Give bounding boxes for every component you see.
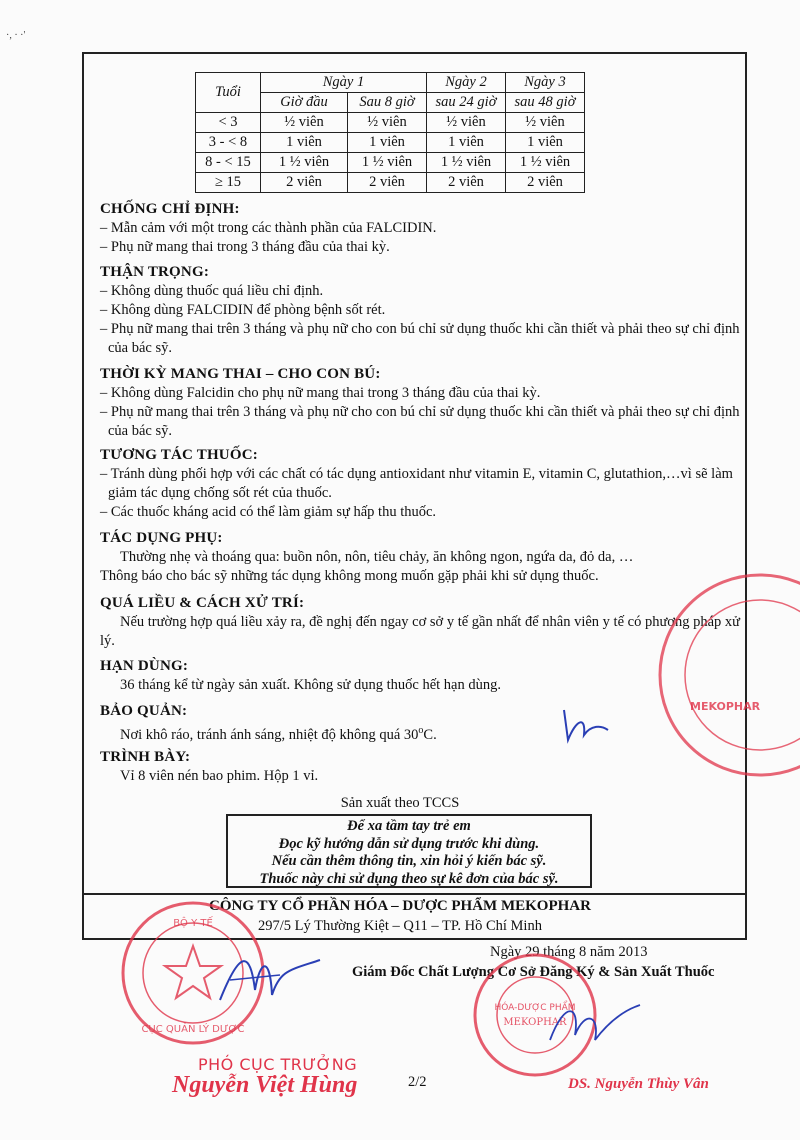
table-cell: 3 - < 8 — [196, 133, 261, 153]
page-number: 2/2 — [408, 1074, 427, 1090]
warning-line: Đọc kỹ hướng dẫn sử dụng trước khi dùng. — [278, 835, 540, 852]
day2-sub-header: sau 24 giờ — [427, 93, 506, 113]
age-header: Tuổi — [196, 73, 261, 113]
signature-right — [540, 990, 650, 1060]
table-cell: 1 ½ viên — [348, 153, 427, 173]
table-cell: 2 viên — [348, 173, 427, 193]
table-cell: 1 viên — [506, 133, 585, 153]
warning-line: Thuốc này chỉ sử dụng theo sự kê đơn của bác sỹ. — [259, 870, 559, 887]
paragraph: Thường nhẹ và thoáng qua: buồn nôn, nôn, tiêu chảy, ăn không ngon, ngứa da, đỏ da, … — [120, 549, 634, 565]
list-item: – Không dùng FALCIDIN để phòng bệnh sốt rét. — [100, 302, 386, 318]
table-row — [196, 113, 585, 133]
paragraph: Nơi khô ráo, tránh ánh sáng, nhiệt độ không quá 30$^o$C. — [120, 725, 437, 743]
side-effects-section — [100, 529, 740, 586]
paragraph: Vỉ 8 viên nén bao phim. Hộp 1 vỉ. — [120, 768, 319, 784]
list-item: – Phụ nữ mang thai trên 3 tháng và phụ nữ cho con bú chỉ sử dụng thuốc khi cần thiết và phải theo sự chỉ định của bác sỹ. — [100, 404, 740, 439]
table-cell: 2 viên — [261, 173, 348, 193]
contraindications-section — [100, 200, 740, 257]
day2-header: Ngày 2 — [427, 73, 506, 93]
table-cell: 8 - < 15 — [196, 153, 261, 173]
table-cell: 2 viên — [506, 173, 585, 193]
list-item: – Phụ nữ mang thai trong 3 tháng đầu của thai kỳ. — [100, 239, 390, 255]
table-cell: 1 viên — [348, 133, 427, 153]
svg-text:BỘ Y TẾ: BỘ Y TẾ — [173, 918, 213, 929]
day3-header: Ngày 3 — [506, 73, 585, 93]
list-item: – Không dùng thuốc quá liều chỉ định. — [100, 283, 324, 299]
table-cell: ½ viên — [261, 113, 348, 133]
expiry-section — [100, 657, 740, 695]
table-cell: 1 ½ viên — [506, 153, 585, 173]
list-item: – Các thuốc kháng acid có thể làm giảm sự hấp thu thuốc. — [100, 504, 437, 520]
table-cell: ½ viên — [506, 113, 585, 133]
section-title: TƯƠNG TÁC THUỐC: — [100, 447, 258, 463]
table-cell: ½ viên — [348, 113, 427, 133]
storage-section — [100, 702, 740, 745]
section-title: TRÌNH BÀY: — [100, 749, 191, 765]
initials-signature — [556, 700, 616, 750]
warning-line: Để xa tầm tay trẻ em — [347, 818, 471, 834]
overdose-section — [100, 594, 740, 651]
interactions-section — [100, 446, 740, 522]
section-title: TÁC DỤNG PHỤ: — [100, 530, 223, 546]
paragraph: 36 tháng kể từ ngày sản xuất. Không sử dụng thuốc hết hạn dùng. — [120, 677, 501, 693]
table-cell: 1 ½ viên — [261, 153, 348, 173]
vice-director-title: PHÓ CỤC TRƯỞNG — [198, 1055, 358, 1074]
frame-divider — [82, 893, 747, 895]
section-title: THỜI KỲ MANG THAI – CHO CON BÚ: — [100, 366, 381, 382]
edge-seal — [650, 560, 800, 790]
list-item: – Tránh dùng phối hợp với các chất có tác dụng antioxidant như vitamin E, vitamin C, glutathion,…vì sẽ làm giảm tác dụng chống sốt rét của thuốc. — [100, 466, 733, 501]
pregnancy-section — [100, 365, 740, 441]
section-title: HẠN DÙNG: — [100, 658, 189, 674]
paragraph: Nếu trường hợp quá liều xảy ra, đề nghị đến ngay cơ sở y tế gần nhất để nhân viên y tế có phương pháp xử lý. — [100, 614, 741, 649]
table-cell: 2 viên — [427, 173, 506, 193]
section-title: CHỐNG CHỈ ĐỊNH: — [100, 201, 240, 217]
section-title: THẬN TRỌNG: — [100, 264, 210, 280]
warning-line: Nếu cần thêm thông tin, xin hỏi ý kiến bác sỹ. — [271, 853, 547, 869]
list-item: – Không dùng Falcidin cho phụ nữ mang thai trong 3 tháng đầu của thai kỳ. — [100, 385, 541, 401]
pharmacist-name: DS. Nguyễn Thùy Vân — [568, 1076, 709, 1092]
svg-text:MEKOPHAR: MEKOPHAR — [690, 700, 761, 713]
table-row — [196, 133, 585, 153]
table-cell: 1 viên — [261, 133, 348, 153]
table-row — [196, 173, 585, 193]
section-title: QUÁ LIỀU & CÁCH XỬ TRÍ: — [100, 595, 305, 611]
warning-box — [226, 814, 592, 888]
svg-text:HÓA-DƯỢC PHẨM: HÓA-DƯỢC PHẨM — [494, 1003, 576, 1013]
day1-first-header: Giờ đầu — [261, 93, 348, 113]
table-cell: 1 viên — [427, 133, 506, 153]
manufacture-standard: Sản xuất theo TCCS — [340, 795, 460, 811]
paragraph: Thông báo cho bác sỹ những tác dụng không mong muốn gặp phải khi sử dụng thuốc. — [100, 568, 599, 584]
table-cell: 1 ½ viên — [427, 153, 506, 173]
svg-text:MEKOPHAR: MEKOPHAR — [503, 1017, 567, 1028]
svg-text:CỤC QUẢN LÝ DƯỢC: CỤC QUẢN LÝ DƯỢC — [141, 1024, 245, 1035]
day1-after8-header: Sau 8 giờ — [348, 93, 427, 113]
table-cell: ½ viên — [427, 113, 506, 133]
company-name: CÔNG TY CỔ PHẦN HÓA – DƯỢC PHẨM MEKOPHAR — [209, 898, 591, 914]
table-cell: < 3 — [196, 113, 261, 133]
list-item: – Phụ nữ mang thai trên 3 tháng và phụ nữ cho con bú chỉ sử dụng thuốc khi cần thiết và phải theo sự chỉ định của bác sỹ. — [100, 321, 740, 356]
table-cell: ≥ 15 — [196, 173, 261, 193]
scan-marks: ·, · ·' — [6, 30, 26, 41]
vice-director-name: Nguyễn Việt Hùng — [172, 1072, 358, 1098]
company-address: 297/5 Lý Thường Kiệt – Q11 – TP. Hồ Chí Minh — [258, 918, 542, 934]
signature-left — [210, 940, 330, 1020]
presentation-section — [100, 748, 740, 786]
dosage-table — [195, 72, 585, 193]
caution-section — [100, 263, 740, 358]
document-date: Ngày 29 tháng 8 năm 2013 — [490, 944, 648, 960]
section-title: BẢO QUẢN: — [100, 703, 188, 719]
day3-sub-header: sau 48 giờ — [506, 93, 585, 113]
day1-header: Ngày 1 — [261, 73, 427, 93]
director-title: Giám Đốc Chất Lượng Cơ Sở Đăng Ký & Sản Xuất Thuốc — [352, 964, 715, 980]
list-item: – Mẫn cảm với một trong các thành phần của FALCIDIN. — [100, 220, 437, 236]
table-row — [196, 153, 585, 173]
